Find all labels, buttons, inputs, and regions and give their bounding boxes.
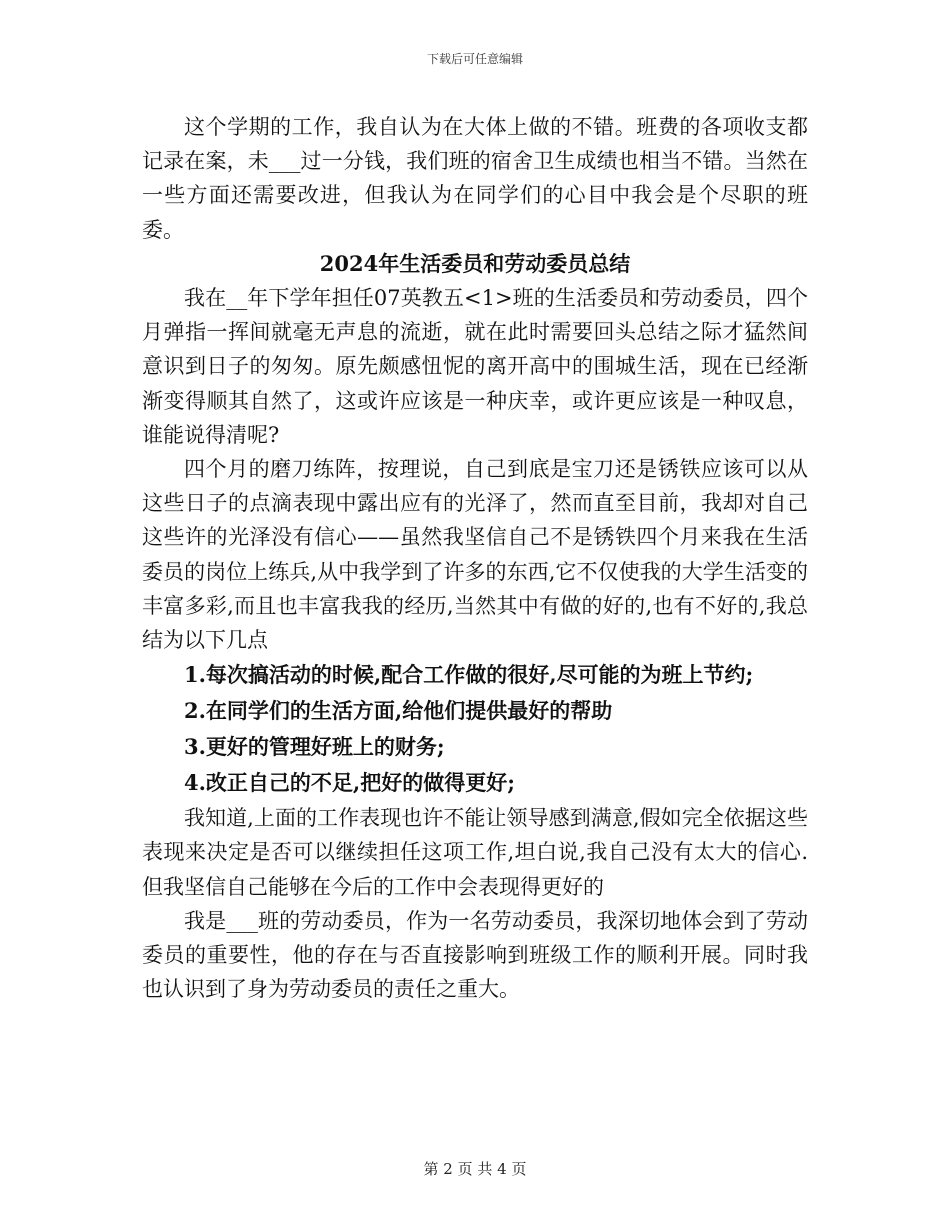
document-body xyxy=(142,110,808,1006)
list-item: 3.更好的管理好班上的财务; xyxy=(184,734,445,760)
list-item: 4.改正自己的不足,把好的做得更好; xyxy=(184,770,515,796)
list-item: 2.在同学们的生活方面,给他们提供最好的帮助 xyxy=(184,698,613,724)
paragraph-labor-committee: 我是___班的劳动委员，作为一名劳动委员，我深切地体会到了劳动委员的重要性，他的存在与否直接影响到班级工作的顺利开展。同时我也认识到了身为劳动委员的责任之重大。 xyxy=(142,908,808,1002)
page-header: 下载后可任意编辑 xyxy=(426,52,523,66)
paragraph-opening: 我在__年下学年担任07英教五<1>班的生活委员和劳动委员，四个月弹指一挥间就毫无声息的流逝，就在此时需要回头总结之际才猛然间意识到日子的匆匆。原先颇感忸怩的离开高中的围城生活，现在已经渐渐变得顺其自然了，这或许应该是一种庆幸，或许更应该是一种叹息，谁能说得清呢? xyxy=(142,286,808,447)
paragraph-self-assessment: 我知道,上面的工作表现也许不能让领导感到满意,假如完全依据这些表现来决定是否可以继续担任这项工作,坦白说,我自己没有太大的信心.但我坚信自己能够在今后的工作中会表现得更好的 xyxy=(142,806,808,899)
paragraph-intro: 这个学期的工作，我自认为在大体上做的不错。班费的各项收支都记录在案，未___过一分钱，我们班的宿舍卫生成绩也相当不错。当然在一些方面还需要改进，但我认为在同学们的心目中我会是个尽职的班委。 xyxy=(142,115,808,242)
list-item: 1.每次搞活动的时候,配合工作做的很好,尽可能的为班上节约; xyxy=(184,662,754,688)
section-title: 2024年生活委员和劳动委员总结 xyxy=(319,250,631,276)
page-number: 第 2 页 共 4 页 xyxy=(423,1160,527,1178)
paragraph-reflection: 四个月的磨刀练阵，按理说，自己到底是宝刀还是锈铁应该可以从这些日子的点滴表现中露出应有的光泽了，然而直至目前，我却对自己这些许的光泽没有信心——虽然我坚信自己不是锈铁四个月来我在生活委员的岗位上练兵,从中我学到了许多的东西,它不仅使我的大学生活变的丰富多彩,而且也丰富我我的经历,当然其中有做的好的,也有不好的,我总结为以下几点 xyxy=(142,457,808,653)
